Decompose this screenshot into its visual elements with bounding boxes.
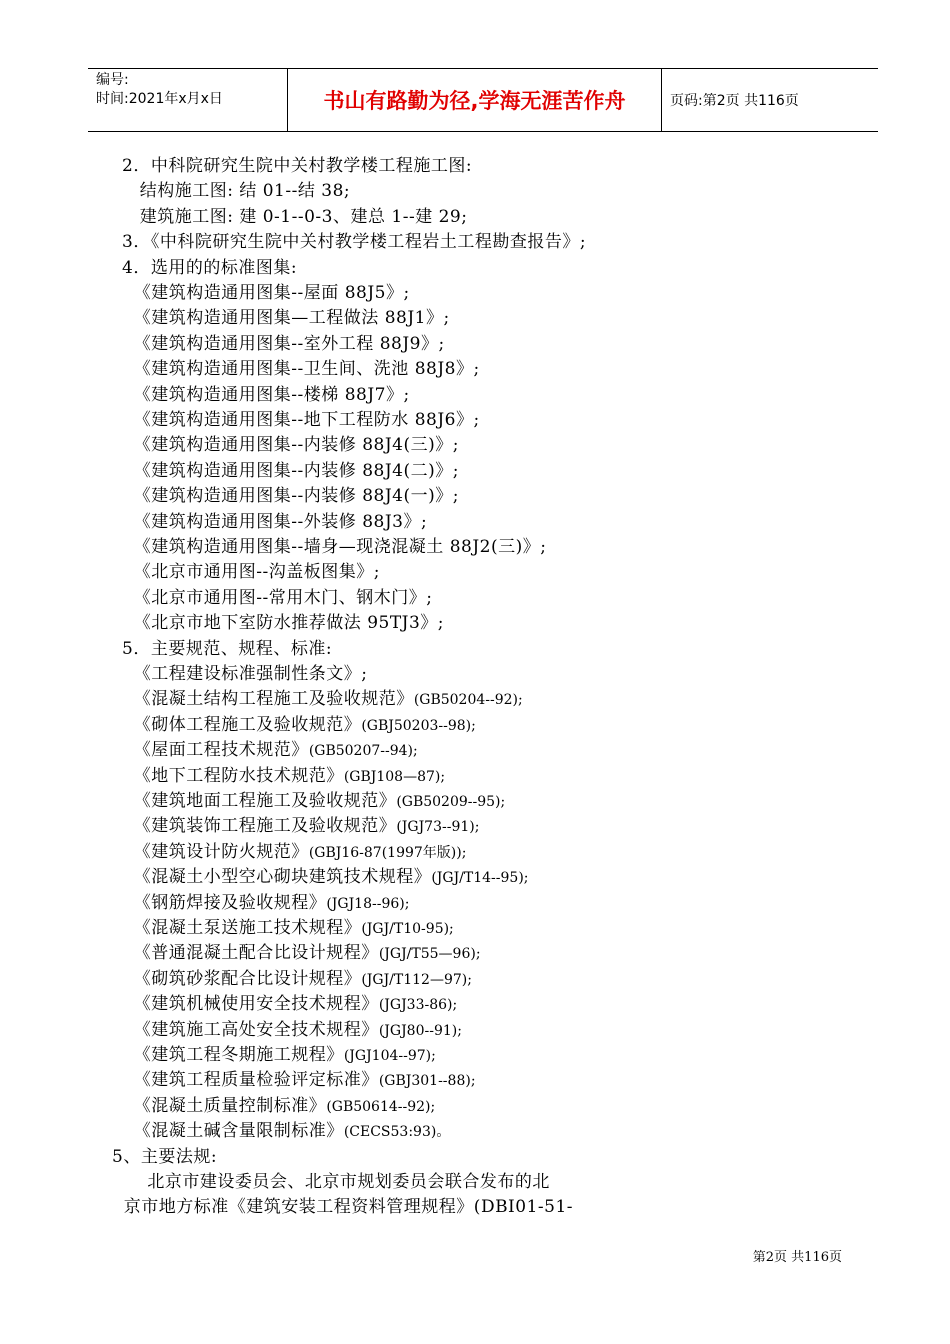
text-line <box>122 154 472 178</box>
line-text: 《建筑构造通用图集--地下工程防水 88J6》; <box>122 410 480 430</box>
line-text: 京市地方标准《建筑安装工程资料管理规程》(DBI01-51- <box>112 1197 574 1218</box>
text-line <box>122 967 472 992</box>
standard-code: (GB50209--95); <box>396 794 506 810</box>
line-text: 《北京市通用图--沟盖板图集》; <box>122 562 381 583</box>
text-line <box>112 1170 550 1194</box>
standard-code: (GBJ108—87); <box>343 768 446 785</box>
text-line <box>122 510 427 534</box>
line-text: 5、主要法规: <box>112 1146 218 1167</box>
text-line <box>122 992 457 1017</box>
line-text: 《建筑构造通用图集--室外工程 88J9》; <box>122 333 445 354</box>
text-line <box>122 1119 450 1144</box>
text-line <box>122 1068 476 1093</box>
text-line <box>122 865 529 890</box>
line-text: 《建筑构造通用图集--内装修 88J4(一)》; <box>122 486 459 507</box>
line-text: 《建筑装饰工程施工及验收规范》 <box>122 816 397 837</box>
text-line <box>112 1145 217 1169</box>
line-text: 《混凝土质量控制标准》 <box>122 1095 327 1116</box>
text-line <box>122 814 479 839</box>
text-line <box>112 1195 573 1219</box>
text-line <box>122 179 350 203</box>
text-line <box>122 205 467 229</box>
line-text: 《屋面工程技术规范》 <box>122 740 309 761</box>
document-time-label: 时间:2021年x月x日 <box>96 91 223 107</box>
line-text: 2．中科院研究生院中关村教学楼工程施工图: <box>122 156 473 176</box>
text-line <box>122 738 418 763</box>
line-text: 《建筑工程冬期施工规程》 <box>122 1045 344 1065</box>
line-text: 5．主要规范、规程、标准: <box>122 638 333 659</box>
document-number-label: 编号: <box>96 72 129 88</box>
standard-code: (JGJ/T112—97); <box>361 971 472 988</box>
line-text: 《混凝土小型空心砌块建筑技术规程》 <box>122 867 432 888</box>
text-line <box>122 535 546 559</box>
text-line <box>122 891 409 916</box>
line-text: 《混凝土泵送施工技术规程》 <box>122 918 362 938</box>
standard-code: (JGJ/T10-95); <box>361 921 454 937</box>
text-line <box>122 840 466 865</box>
line-text: 《混凝土碱含量限制标准》 <box>122 1121 344 1142</box>
line-text: 《建筑构造通用图集--内装修 88J4(二)》; <box>122 460 459 481</box>
standard-code: (GBJ16-87(1997年版)); <box>308 844 467 861</box>
line-text: 《建筑构造通用图集—工程做法 88J1》; <box>122 308 450 329</box>
text-line <box>122 611 444 635</box>
line-text: 《普通混凝土配合比设计规程》 <box>122 943 379 964</box>
line-text: 《建筑工程质量检验评定标准》 <box>122 1070 379 1091</box>
text-line <box>122 764 445 789</box>
line-text: 《混凝土结构工程施工及验收规范》 <box>122 689 414 710</box>
standard-code: (GBJ50203--98); <box>361 717 476 734</box>
line-text: 《建筑构造通用图集--楼梯 88J7》; <box>122 384 410 405</box>
standard-code: (GB50204--92); <box>413 692 523 709</box>
text-line <box>122 408 480 432</box>
text-line <box>122 357 480 381</box>
text-line <box>122 713 476 738</box>
line-text: 《钢筋焊接及验收规程》 <box>122 892 327 913</box>
text-line <box>122 586 433 610</box>
text-line <box>122 383 410 407</box>
line-text: 《工程建设标准强制性条文》; <box>122 664 368 684</box>
line-text: 《地下工程防水技术规范》 <box>122 765 344 786</box>
line-text: 《建筑设计防火规范》 <box>122 841 309 862</box>
text-line <box>122 662 368 686</box>
text-line <box>122 1043 436 1068</box>
line-text: 3．《中科院研究生院中关村教学楼工程岩土工程勘查报告》; <box>122 232 587 253</box>
line-text: 《建筑构造通用图集--外装修 88J3》; <box>122 511 428 532</box>
line-text: 《北京市通用图--常用木门、钢木门》; <box>122 587 433 608</box>
standard-code: (JGJ73--91); <box>396 819 480 836</box>
line-text: 结构施工图: 结 01--结 38; <box>122 181 351 202</box>
standard-code: (JGJ80--91); <box>378 1022 462 1039</box>
line-text: 《砌体工程施工及验收规范》 <box>122 714 362 735</box>
text-line <box>122 433 459 457</box>
standard-code: (GBJ301--88); <box>378 1073 476 1090</box>
text-line <box>122 281 410 305</box>
standard-code: (GB50614--92); <box>326 1098 436 1115</box>
standard-code: (JGJ104--97); <box>343 1048 436 1064</box>
text-line <box>122 941 481 966</box>
header-page-number: 页码:第2页 共116页 <box>670 93 799 109</box>
header-motto: 书山有路勤为径,学海无涯苦作舟 <box>288 69 662 131</box>
standard-code: (CECS53:93)。 <box>343 1124 451 1141</box>
text-line <box>122 637 332 661</box>
line-text: 建筑施工图: 建 0-1--0-3、建总 1--建 29; <box>122 206 468 227</box>
text-line <box>122 789 505 814</box>
standard-code: (JGJ/T55—96); <box>378 946 481 963</box>
line-text: 《建筑构造通用图集--屋面 88J5》; <box>122 283 410 303</box>
standard-code: (JGJ18--96); <box>326 895 410 912</box>
text-line <box>122 1094 435 1119</box>
text-line <box>122 306 450 330</box>
standard-code: (GB50207--94); <box>308 743 418 760</box>
line-text: 《建筑机械使用安全技术规程》 <box>122 994 379 1015</box>
text-line <box>122 560 380 584</box>
line-text: 《建筑地面工程施工及验收规范》 <box>122 791 397 811</box>
line-text: 《北京市地下室防水推荐做法 95TJ3》; <box>122 613 445 634</box>
text-line <box>122 484 459 508</box>
line-text: 4．选用的的标准图集: <box>122 257 298 278</box>
line-text: 《建筑施工高处安全技术规程》 <box>122 1019 379 1040</box>
text-line <box>122 256 297 280</box>
text-line <box>122 687 523 712</box>
footer-page-number: 第2页 共116页 <box>752 1250 842 1265</box>
header-meta <box>88 69 288 131</box>
standard-code: (JGJ33-86); <box>378 997 458 1014</box>
line-text: 北京市建设委员会、北京市规划委员会联合发布的北 <box>112 1172 550 1192</box>
text-line <box>122 332 445 356</box>
line-text: 《建筑构造通用图集--内装修 88J4(三)》; <box>122 435 459 456</box>
line-text: 《建筑构造通用图集--墙身—现浇混凝土 88J2(三)》; <box>122 537 547 557</box>
standard-code: (JGJ/T14--95); <box>431 870 529 887</box>
line-text: 《建筑构造通用图集--卫生间、洗池 88J8》; <box>122 359 480 380</box>
page-header <box>88 68 878 132</box>
text-line <box>122 1018 462 1043</box>
text-line <box>122 459 459 483</box>
text-line <box>122 916 454 941</box>
line-text: 《砌筑砂浆配合比设计规程》 <box>122 968 362 989</box>
text-line <box>122 230 586 254</box>
